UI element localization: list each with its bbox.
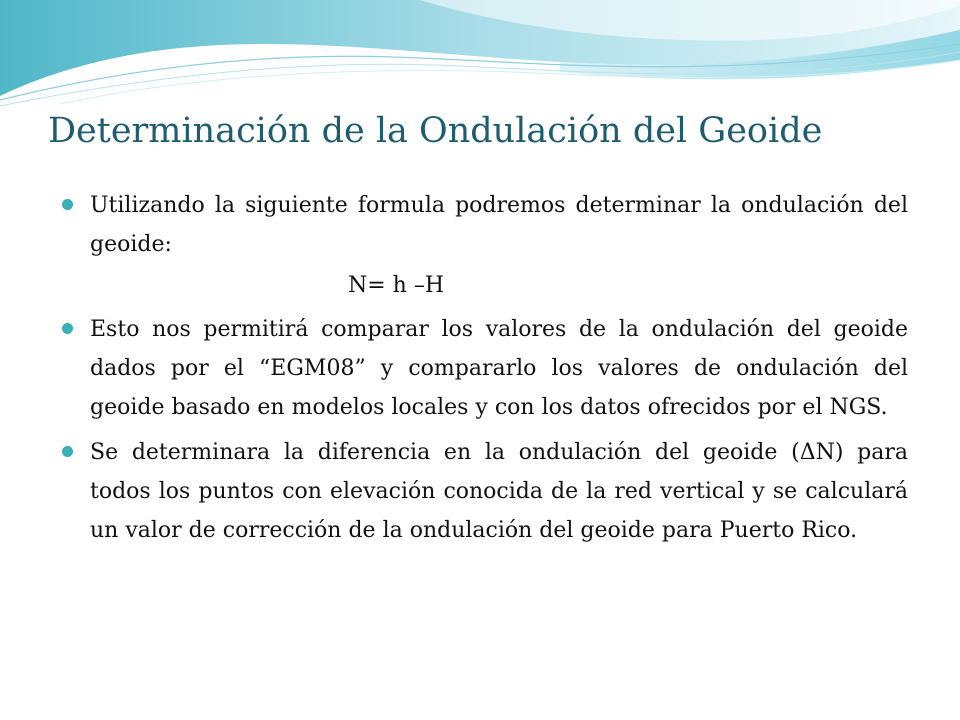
- slide-title: Determinación de la Ondulación del Geoide: [48, 111, 823, 151]
- bullet-item: [62, 310, 908, 427]
- bullet-dot-icon: [62, 446, 73, 457]
- bullet-item: [62, 433, 908, 550]
- wave-header-decoration: [0, 0, 960, 120]
- bullet-item: [62, 186, 908, 264]
- bullet-text: Esto nos permitirá comparar los valores de la ondulación del geoide dados por el “EGM08” y compararlo los valores de ondulación del geoide basado en modelos locales y con los datos ofrecidos por el NGS.: [90, 317, 908, 420]
- bullet-dot-icon: [62, 323, 73, 334]
- bullet-dot-icon: [62, 199, 73, 210]
- formula: N= h –H: [348, 273, 445, 298]
- slide-body: [62, 186, 908, 550]
- bullet-text: Utilizando la siguiente formula podremos determinar la ondulación del geoide:: [90, 193, 908, 257]
- bullet-text: Se determinara la diferencia en la ondulación del geoide (ΔN) para todos los puntos con elevación conocida de la red vertical y se calculará un valor de corrección de la ondulación del geoide para Puerto Rico.: [90, 440, 908, 543]
